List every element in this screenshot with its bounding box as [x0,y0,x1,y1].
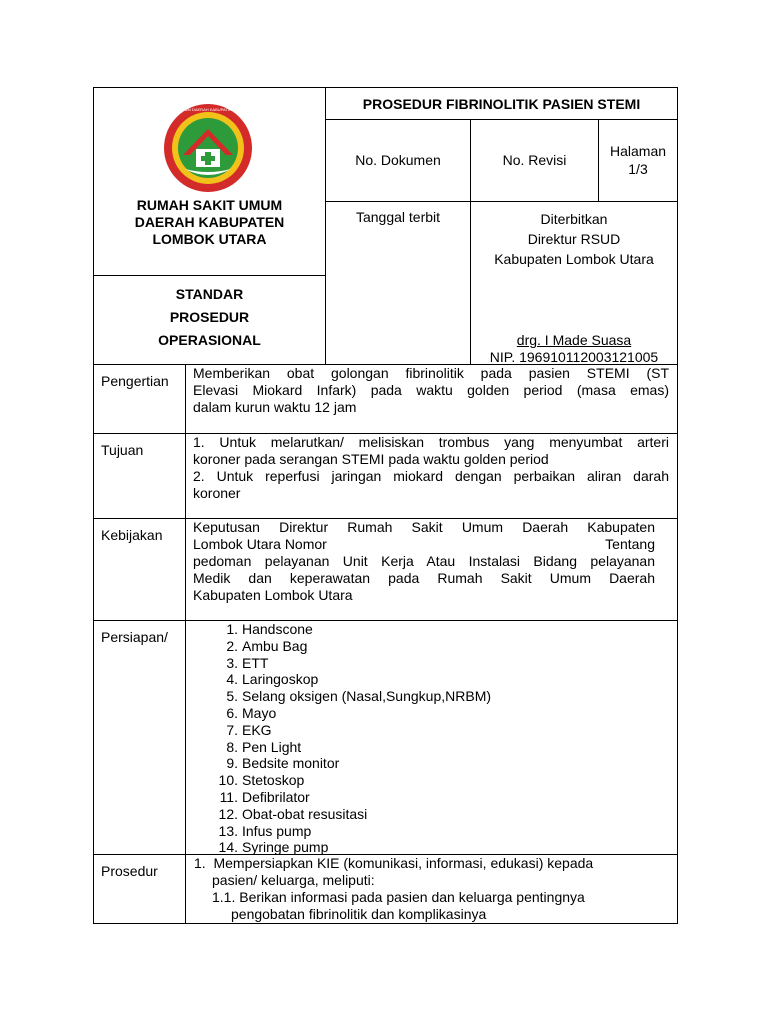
persiapan-content-cell [185,620,678,855]
halaman-value: 1/3 [628,161,648,177]
tujuan-label: Tujuan [101,442,144,458]
hospital-name [94,197,325,248]
list-item-number: 3. [226,654,238,671]
sop-label-line: OPERASIONAL [158,332,261,348]
hospital-name-line: DAERAH KABUPATEN [134,214,285,230]
list-item-text: Stetoskop [242,772,305,789]
list-item [214,655,491,672]
list-item [214,823,491,840]
sop-label-line: PROSEDUR [169,309,250,325]
pengertian-label: Pengertian [101,373,169,389]
no-revisi-label: No. Revisi [502,152,567,168]
list-item-text: Mayo [242,704,277,721]
text-line: Medik dan keperawatan pada Rumah Sakit Umum Daerah [193,570,655,586]
list-item-text: Obat-obat resusitasi [242,805,368,822]
signer-nip: NIP. 196910112003121005 [489,349,659,365]
kebijakan-content-cell [185,518,678,621]
diterbitkan-cell [470,201,678,365]
list-item-text: Handscone [242,621,313,637]
list-item [214,621,491,638]
list-item-text: Ambu Bag [242,637,308,654]
text-line: Keputusan Direktur Rumah Sakit Umum Daerah Kabupaten [193,519,655,535]
pengertian-label-cell [93,364,186,434]
list-item-number: 2. [226,637,238,654]
list-item-number: 5. [226,688,238,705]
text-line: pasien/ keluarga, meliputi: [212,872,375,888]
diterbitkan-label: Diterbitkan [540,211,608,227]
text-line: pedoman pelayanan Unit Kerja Atau Instalasi Bidang pelayanan [193,553,655,569]
sop-label-line: STANDAR [175,286,244,302]
list-item [214,705,491,722]
list-item-text: Laringoskop [242,671,319,688]
list-item [214,806,491,823]
logo-ring-text: RUMAH SAKIT UMUM DAERAH KABUPATEN LOMBOK UTARA [150,107,266,112]
text-line: 1. Mempersiapkan KIE (komunikasi, informasi, edukasi) kepada [194,855,594,871]
hospital-name-line: LOMBOK UTARA [152,231,267,247]
list-item-text: EKG [242,721,272,738]
text-line: pengobatan fibrinolitik dan komplikasinya [231,906,487,922]
persiapan-label: Persiapan/ [101,629,168,645]
tujuan-label-cell [93,433,186,519]
no-dokumen-label: No. Dokumen [355,152,441,168]
hospital-name-line: RUMAH SAKIT UMUM [136,197,283,213]
list-item-text: ETT [242,654,269,671]
kabupaten-label: Kabupaten Lombok Utara [494,251,654,267]
list-item-text: Defibrilator [242,788,310,805]
list-item-number: 12. [218,805,238,822]
list-item [214,638,491,655]
list-item-number: 8. [226,738,238,755]
list-item-number: 14. [218,839,238,856]
list-item [214,739,491,756]
halaman-label: Halaman [609,143,667,159]
text-line: Memberikan obat golongan fibrinolitik pada pasien STEMI (ST [193,365,669,381]
list-item [214,772,491,789]
no-revisi-cell [470,119,599,202]
prosedur-content-cell [185,854,678,924]
text-line: koroner pada serangan STEMI pada waktu golden period [193,451,549,467]
list-item-text: Bedsite monitor [242,755,340,772]
tujuan-content-cell [185,433,678,519]
list-item-number: 7. [226,721,238,738]
document-title: PROSEDUR FIBRINOLITIK PASIEN STEMI [362,96,641,112]
prosedur-text [194,855,664,923]
text-line: 2. Untuk reperfusi jaringan miokard dengan perbaikan aliran darah [193,468,669,484]
text-line: dalam kurun waktu 12 jam [193,399,357,415]
tujuan-text [193,434,669,502]
pengertian-content-cell [185,364,678,434]
text-line: koroner [193,485,241,501]
text-line: Kabupaten Lombok Utara [193,587,353,603]
list-item-number: 4. [226,671,238,688]
text-line: Lombok Utara Nomor [193,536,327,552]
persiapan-list [214,621,491,856]
list-item-number: 13. [218,822,238,839]
list-item-text: Syringe pump [242,839,329,856]
sop-document [93,87,678,924]
list-item [214,688,491,705]
direktur-label: Direktur RSUD [527,231,621,247]
tanggal-terbit-cell [325,201,471,365]
list-item-number: 6. [226,704,238,721]
tentang-word: Tentang [605,536,655,552]
list-item [214,789,491,806]
prosedur-label-cell [93,854,186,924]
text-line: Elevasi Miokard Infark) pada waktu golden period (masa emas) [193,382,669,398]
signer-name: drg. I Made Suasa [516,332,632,348]
list-item [214,722,491,739]
list-item-number: 9. [226,755,238,772]
kebijakan-label-cell [93,518,186,621]
persiapan-label-cell [93,620,186,855]
no-dokumen-cell [325,119,471,202]
kebijakan-label: Kebijakan [101,527,163,543]
list-item-text: Infus pump [242,822,312,839]
list-item [214,755,491,772]
list-item-number: 1. [226,621,238,637]
prosedur-label: Prosedur [101,863,158,879]
list-item-number: 11. [219,788,238,805]
list-item-text: Selang oksigen (Nasal,Sungkup,NRBM) [242,688,492,705]
kebijakan-text [193,519,655,604]
list-item-text: Pen Light [242,738,302,755]
tanggal-terbit-label: Tanggal terbit [355,209,441,225]
text-line: 1.1. Berikan informasi pada pasien dan keluarga pentingnya [212,889,585,905]
list-item-number: 10. [218,772,238,789]
hospital-header-cell [93,87,326,276]
halaman-cell [598,119,678,202]
list-item [214,671,491,688]
document-title-cell [325,87,678,120]
pengertian-text [193,365,669,416]
text-line: 1. Untuk melarutkan/ melisiskan trombus yang menyumbat arteri [193,434,669,450]
hospital-logo [150,103,266,193]
sop-label-cell [93,275,326,365]
